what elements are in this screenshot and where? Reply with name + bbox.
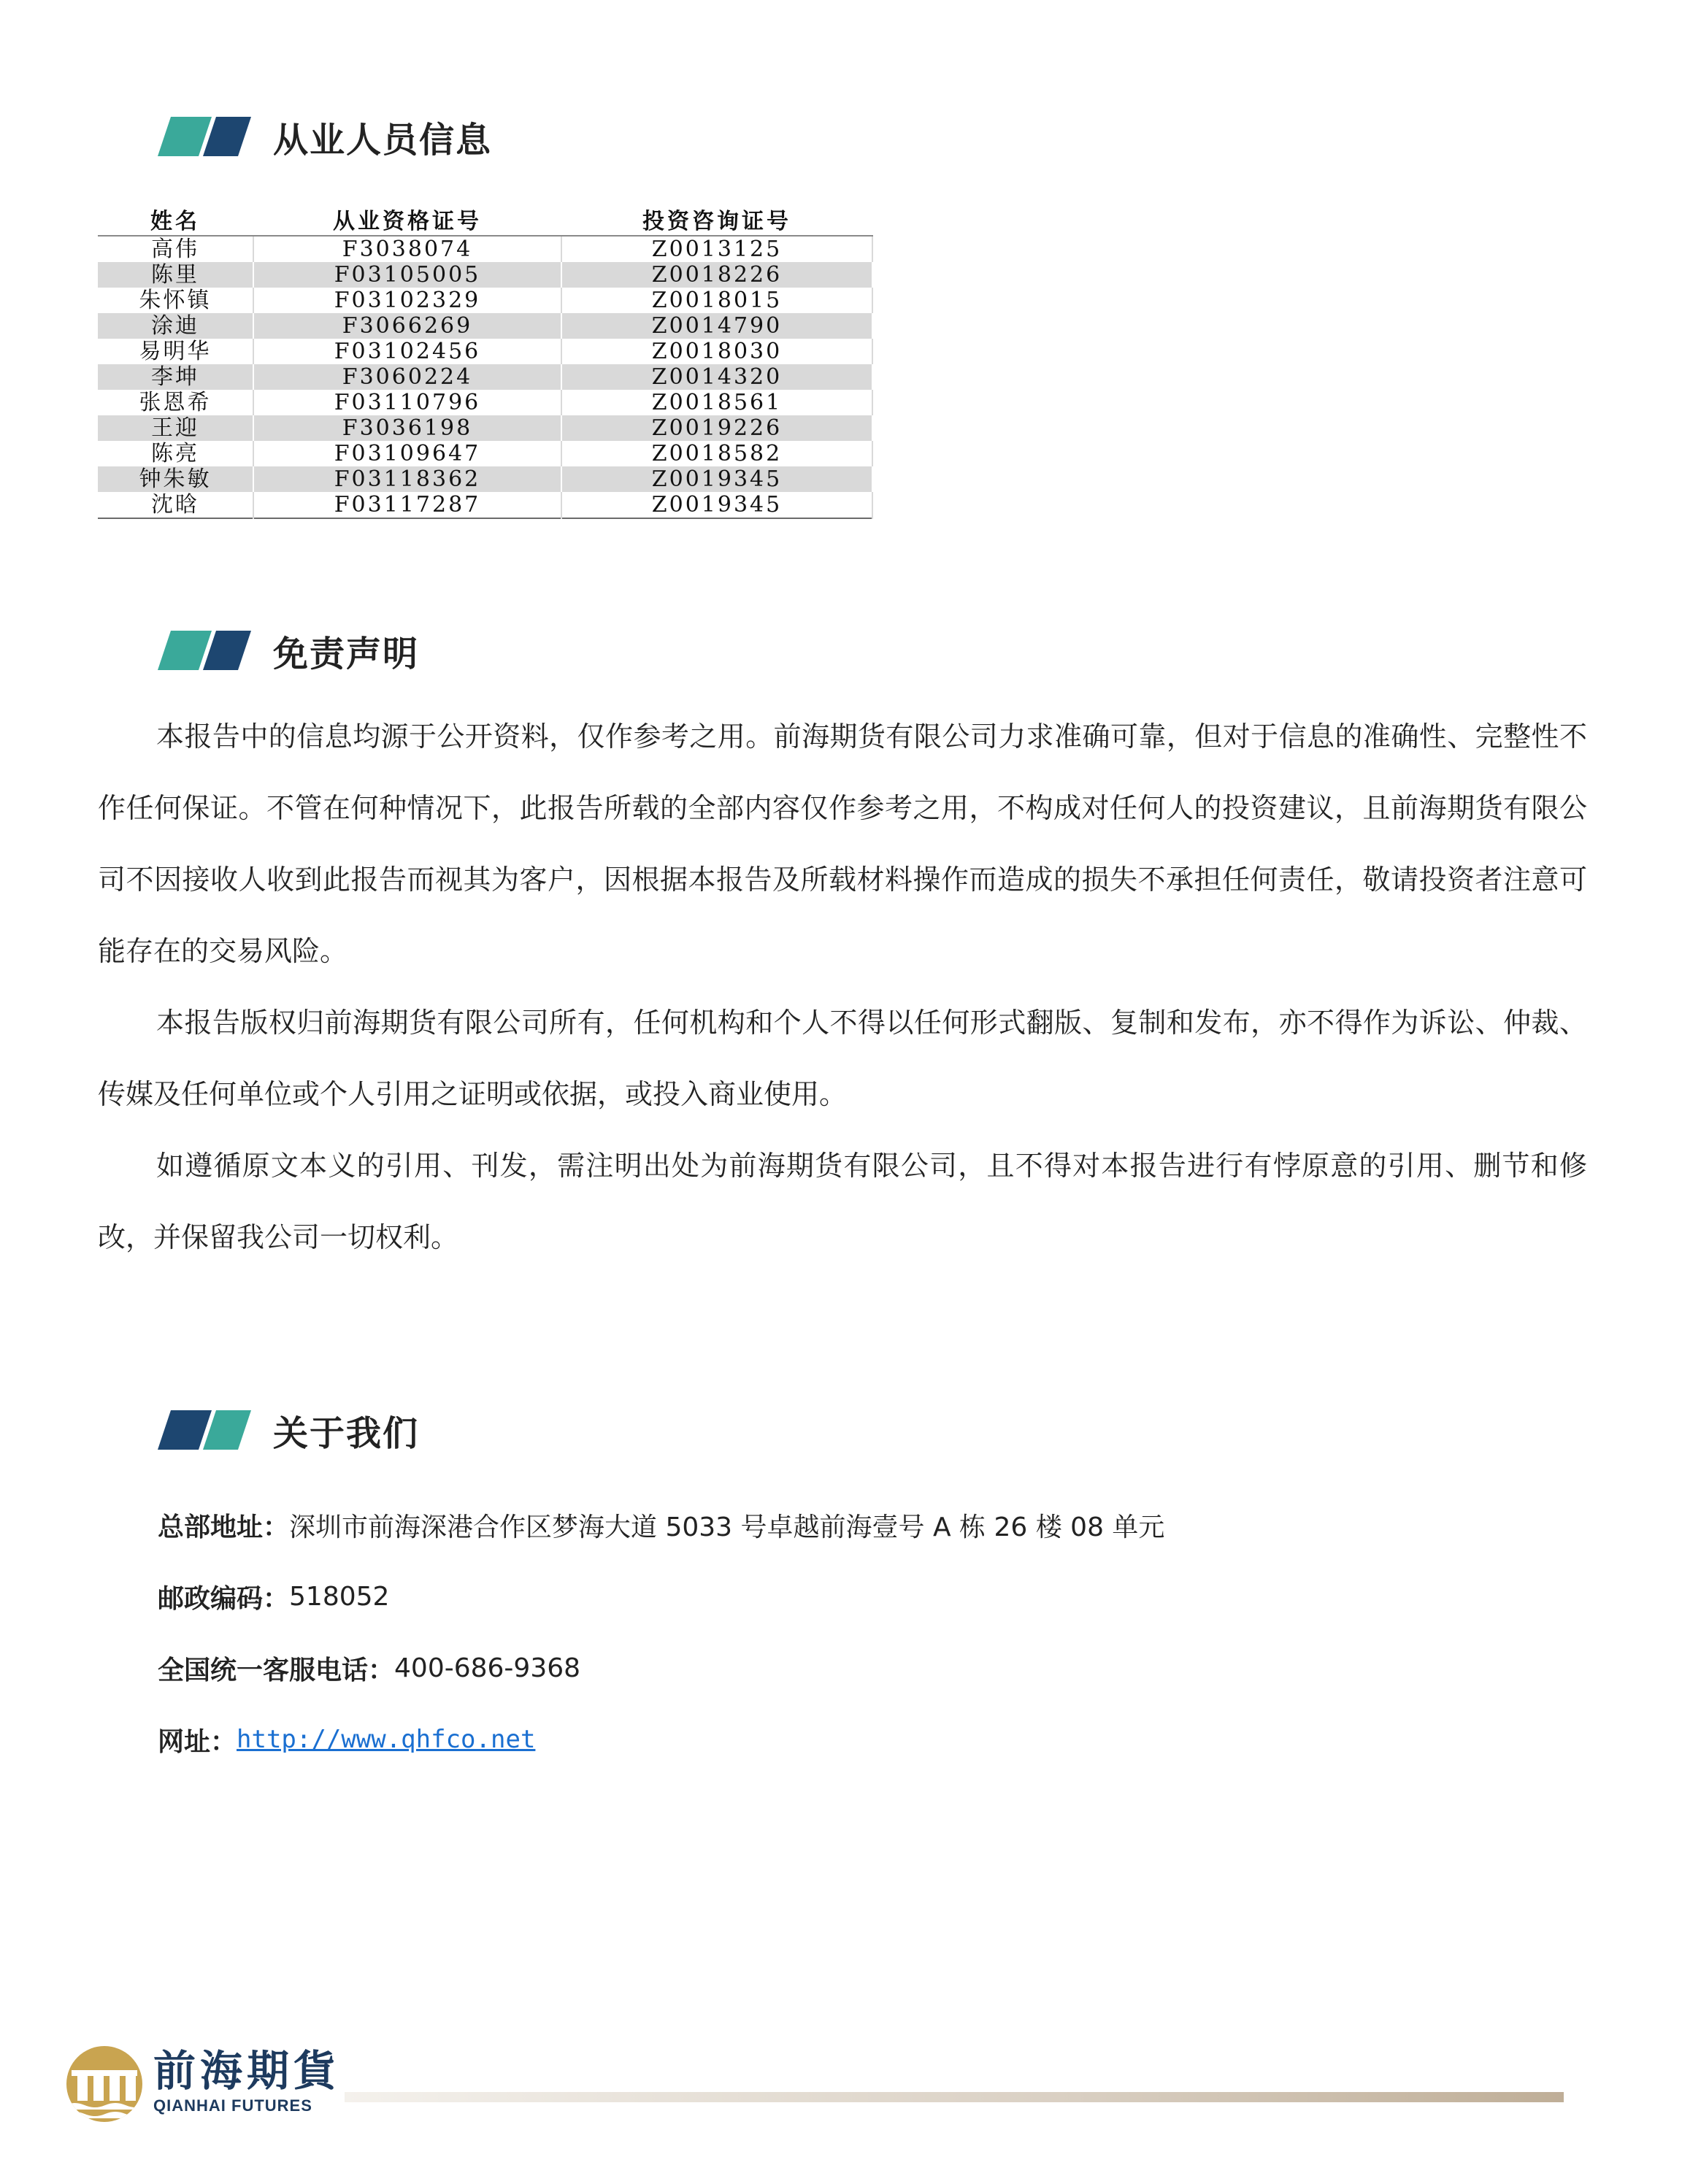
contact-website xyxy=(158,1704,1164,1775)
cell-qualification-number: F03118362 xyxy=(253,466,561,492)
cell-qualification-number: F3038074 xyxy=(253,236,561,262)
section-marker-icon xyxy=(158,631,251,670)
cell-qualification-number: F03109647 xyxy=(253,441,561,466)
disclaimer-body xyxy=(98,701,1587,1273)
section-title-staff: 从业人员信息 xyxy=(273,119,493,161)
cell-name: 钟朱敏 xyxy=(98,466,253,492)
phone-label: 全国统一客服电话： xyxy=(158,1655,395,1685)
cell-consulting-number: Z0018582 xyxy=(561,441,872,466)
qianhai-logo-icon xyxy=(64,2044,145,2124)
table-row xyxy=(98,313,872,339)
table-row xyxy=(98,441,872,466)
table-row xyxy=(98,390,872,415)
brand-name-cn: 前海期貨 xyxy=(153,2046,341,2096)
cell-consulting-number: Z0019345 xyxy=(561,466,872,492)
cell-consulting-number: Z0018561 xyxy=(561,390,872,415)
cell-qualification-number: F3066269 xyxy=(253,313,561,339)
table-row xyxy=(98,288,872,313)
table-body xyxy=(98,236,872,518)
address-label: 总部地址： xyxy=(158,1512,290,1542)
cell-name: 高伟 xyxy=(98,236,253,262)
table-row xyxy=(98,415,872,441)
cell-name: 易明华 xyxy=(98,339,253,364)
zip-label: 邮政编码： xyxy=(158,1583,290,1614)
cell-consulting-number: Z0019226 xyxy=(561,415,872,441)
address-value: 深圳市前海深港合作区梦海大道 5033 号卓越前海壹号 A 栋 26 楼 08 单元 xyxy=(289,1512,1165,1542)
table-row xyxy=(98,236,872,262)
table-row xyxy=(98,339,872,364)
disclaimer-paragraph-3: 如遵循原文本义的引用、刊发，需注明出处为前海期货有限公司，且不得对本报告进行有悖原意的引用、删节和修改，并保留我公司一切权利。 xyxy=(98,1150,1587,1253)
cell-name: 张恩希 xyxy=(98,390,253,415)
brand-name-en: QIANHAI FUTURES xyxy=(153,2096,312,2115)
cell-name: 朱怀镇 xyxy=(98,288,253,313)
website-link[interactable]: http://www.qhfco.net xyxy=(237,1725,536,1754)
column-header-qualification: 从业资格证号 xyxy=(253,207,561,236)
cell-name: 陈里 xyxy=(98,262,253,288)
section-title-about: 关于我们 xyxy=(273,1412,420,1454)
section-marker-icon xyxy=(158,1410,251,1450)
contact-zip xyxy=(158,1561,1164,1632)
table-row xyxy=(98,492,872,518)
cell-name: 王迎 xyxy=(98,415,253,441)
cell-consulting-number: Z0013125 xyxy=(561,236,872,262)
contact-info xyxy=(158,1489,1164,1775)
cell-consulting-number: Z0014790 xyxy=(561,313,872,339)
table-row xyxy=(98,364,872,390)
section-marker-icon xyxy=(158,117,251,156)
section-title-disclaimer: 免责声明 xyxy=(273,633,420,674)
cell-consulting-number: Z0018030 xyxy=(561,339,872,364)
disclaimer-paragraph-1: 本报告中的信息均源于公开资料，仅作参考之用。前海期货有限公司力求准确可靠，但对于信息的准确性、完整性不作任何保证。不管在何种情况下，此报告所载的全部内容仅作参考之用，不构成对任何人的投资建议，且前海期货有限公司不因接收人收到此报告而视其为客户，因根据本报告及所载材料操作而造成的损失不承担任何责任，敬请投资者注意可能存在的交易风险。 xyxy=(98,720,1587,967)
website-label: 网址： xyxy=(158,1726,237,1757)
cell-consulting-number: Z0019345 xyxy=(561,492,872,518)
cell-name: 沈晗 xyxy=(98,492,253,518)
footer-divider-bar xyxy=(345,2092,1564,2102)
cell-qualification-number: F3060224 xyxy=(253,364,561,390)
cell-qualification-number: F03105005 xyxy=(253,262,561,288)
table-header-row xyxy=(98,207,872,236)
cell-name: 李坤 xyxy=(98,364,253,390)
column-header-name: 姓名 xyxy=(98,207,253,236)
cell-name: 涂迪 xyxy=(98,313,253,339)
section-header-disclaimer xyxy=(158,625,419,676)
cell-name: 陈亮 xyxy=(98,441,253,466)
zip-value: 518052 xyxy=(289,1581,390,1612)
table-row xyxy=(98,262,872,288)
disclaimer-paragraph-2: 本报告版权归前海期货有限公司所有，任何机构和个人不得以任何形式翻版、复制和发布，亦不得作为诉讼、仲裁、传媒及任何单位或个人引用之证明或依据，或投入商业使用。 xyxy=(98,1007,1587,1110)
cell-qualification-number: F03110796 xyxy=(253,390,561,415)
column-header-consulting: 投资咨询证号 xyxy=(561,207,872,236)
phone-value: 400-686-9368 xyxy=(394,1653,581,1683)
section-header-staff xyxy=(158,111,492,162)
cell-consulting-number: Z0018015 xyxy=(561,288,872,313)
cell-qualification-number: F03102456 xyxy=(253,339,561,364)
cell-qualification-number: F03102329 xyxy=(253,288,561,313)
contact-phone xyxy=(158,1632,1164,1704)
section-header-about xyxy=(158,1404,419,1456)
footer-brand xyxy=(153,2047,340,2115)
table-row xyxy=(98,466,872,492)
cell-qualification-number: F03117287 xyxy=(253,492,561,518)
cell-qualification-number: F3036198 xyxy=(253,415,561,441)
contact-address xyxy=(158,1489,1164,1561)
cell-consulting-number: Z0014320 xyxy=(561,364,872,390)
cell-consulting-number: Z0018226 xyxy=(561,262,872,288)
staff-table xyxy=(98,207,873,519)
